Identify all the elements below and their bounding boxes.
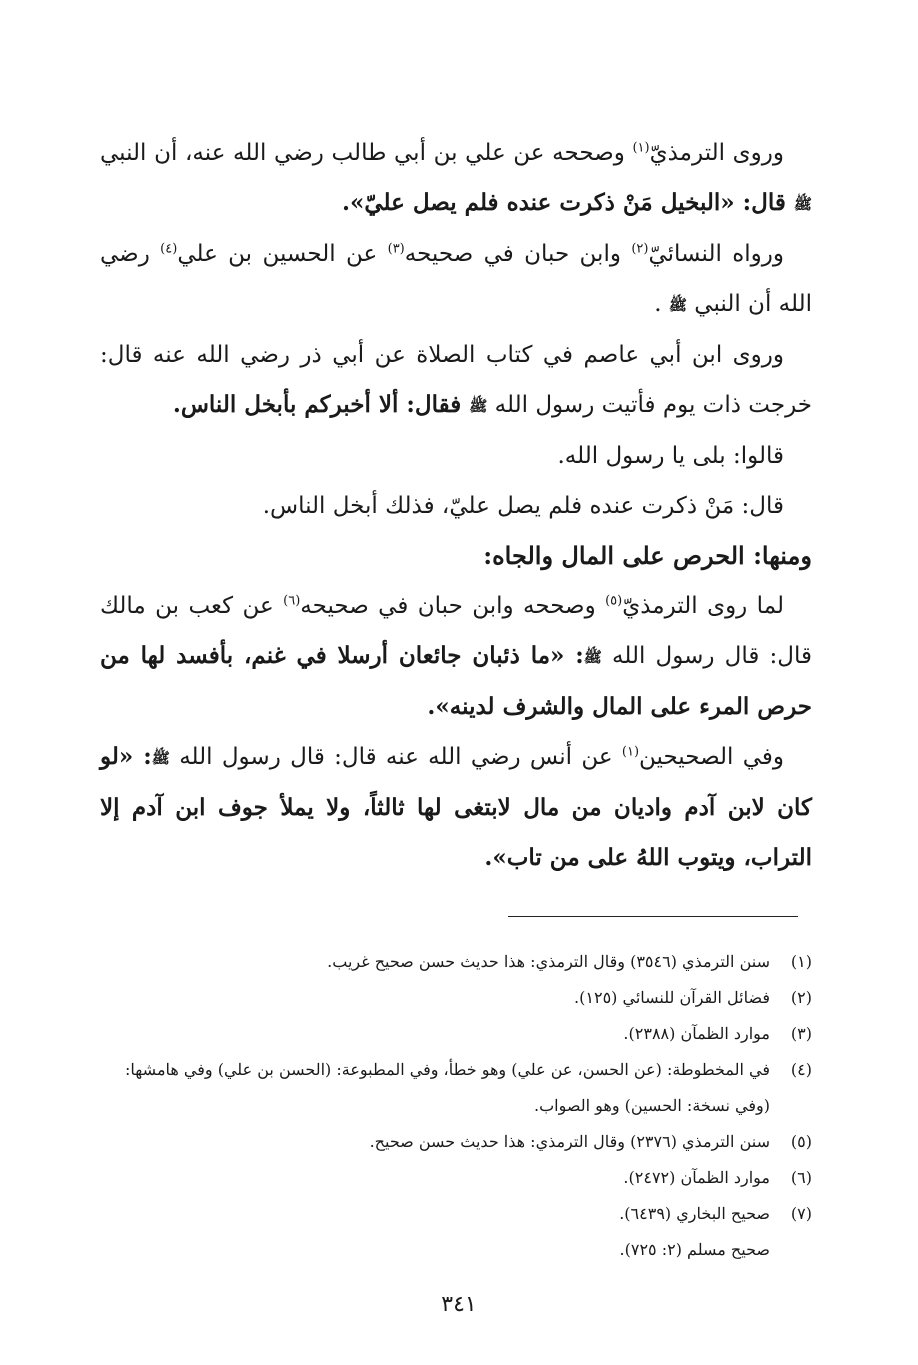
footnote — [100, 1196, 812, 1232]
text-run: وابن حبان في صحيحه — [404, 241, 632, 267]
text-run: لما روى الترمذيّ — [622, 593, 784, 619]
footnote-ref-4[interactable]: (٤) — [160, 241, 178, 257]
text-run: عن الحسين بن علي — [177, 241, 388, 267]
footnote — [100, 1052, 812, 1124]
text-run: عن أنس رضي الله عنه قال: قال رسول الله — [169, 744, 622, 770]
salla-honorific-glyph: ﷺ — [469, 397, 488, 415]
main-text — [100, 128, 812, 883]
footnote-ref-1[interactable]: (١) — [632, 140, 650, 156]
footnotes — [100, 944, 812, 1268]
paragraph-2 — [100, 229, 812, 330]
footnote-text: سنن الترمذي (٣٥٤٦) وقال الترمذي: هذا حديث حسن صحيح غريب. — [327, 952, 770, 971]
footnote-ref-6[interactable]: (٦) — [283, 593, 301, 609]
hadith-quote: قال: «البخيل مَنْ ذكرت عنده فلم يصل عليّ». — [341, 189, 794, 216]
hadith-quote: : «ما ذئبان جائعان أرسلا في غنم، بأفسد لها من حرص المرء على المال والشرف لدينه». — [100, 642, 812, 720]
paragraph-6 — [100, 581, 812, 732]
footnote — [100, 1016, 812, 1052]
footnote-number: (١) — [790, 952, 812, 971]
footnote-number: (٤) — [790, 1060, 812, 1079]
footnote-number: (٥) — [790, 1132, 812, 1151]
salla-honorific-glyph: ﷺ — [668, 296, 687, 314]
hadith-quote: : «لو كان لابن آدم واديان من مال لابتغى لها ثالثاً، ولا يملأ جوف ابن آدم إلا التراب، ويتوب اللهُ على من تاب». — [100, 743, 812, 871]
footnote-ref-5[interactable]: (٥) — [605, 593, 623, 609]
salla-honorific-glyph: ﷺ — [151, 749, 170, 767]
text-run: وروى ابن أبي عاصم في كتاب الصلاة عن أبي ذر رضي الله عنه قال: خرجت ذات يوم فأتيت رسول الله — [100, 342, 812, 418]
footnote-number — [770, 1232, 812, 1268]
text-run: ورواه النسائيّ — [648, 241, 785, 267]
paragraph-3 — [100, 330, 812, 431]
footnote-number: (٧) — [790, 1204, 812, 1223]
footnote-text: موارد الظمآن (٢٣٨٨). — [623, 1024, 770, 1043]
footnote-text: صحيح البخاري (٦٤٣٩). — [619, 1204, 770, 1223]
paragraph-7 — [100, 732, 812, 883]
footnote — [100, 1232, 812, 1268]
paragraph-5: قال: مَنْ ذكرت عنده فلم يصل عليّ، فذلك أبخل الناس. — [262, 493, 784, 519]
text-run: عن كعب بن مالك قال: قال رسول الله — [100, 593, 812, 669]
text-run: رضي الله أن النبي — [100, 241, 812, 317]
footnote-text: صحيح مسلم (٢: ٧٢٥). — [619, 1240, 770, 1259]
paragraph-1 — [100, 128, 812, 229]
text-run: . — [654, 291, 669, 317]
text-run: وصححه وابن حبان في صحيحه — [300, 593, 606, 619]
footnote-ref-2[interactable]: (٢) — [631, 241, 649, 257]
footnote-text: في المخطوطة: (عن الحسن، عن علي) وهو خطأ، وفي المطبوعة: (الحسن بن علي) وفي هامشها: (وفي نسخة: الحسين) وهو الصواب. — [125, 1060, 770, 1115]
paragraph-4: قالوا: بلى يا رسول الله. — [557, 443, 784, 469]
footnote-ref-7[interactable]: (١) — [621, 744, 640, 760]
salla-honorific-glyph: ﷺ — [793, 195, 812, 213]
text-run: فقال: ألا أخبركم بأبخل الناس. — [172, 391, 470, 418]
footnote-text: فضائل القرآن للنسائي (١٢٥). — [574, 988, 770, 1007]
footnote — [100, 944, 812, 980]
footnote-ref-3[interactable]: (٣) — [387, 241, 405, 257]
footnote-number: (٦) — [790, 1168, 812, 1187]
footnote-text: موارد الظمآن (٢٤٧٢). — [623, 1168, 770, 1187]
footnote-text: سنن الترمذي (٢٣٧٦) وقال الترمذي: هذا حديث حسن صحيح. — [369, 1132, 770, 1151]
section-heading: ومنها: الحرص على المال والجاه: — [483, 541, 812, 570]
footnote-number: (٣) — [790, 1024, 812, 1043]
text-run: وروى الترمذيّ — [649, 140, 784, 166]
footnote — [100, 980, 812, 1016]
footnote — [100, 1160, 812, 1196]
footnote — [100, 1124, 812, 1160]
footnote-separator — [508, 916, 798, 917]
salla-honorific-glyph: ﷺ — [583, 648, 602, 666]
page-number: ٣٤١ — [441, 1292, 477, 1317]
text-run: وصححه عن علي بن أبي طالب رضي الله عنه، أن النبي — [100, 140, 633, 166]
footnote-number: (٢) — [790, 988, 812, 1007]
text-run: وفي الصحيحين — [639, 744, 785, 770]
